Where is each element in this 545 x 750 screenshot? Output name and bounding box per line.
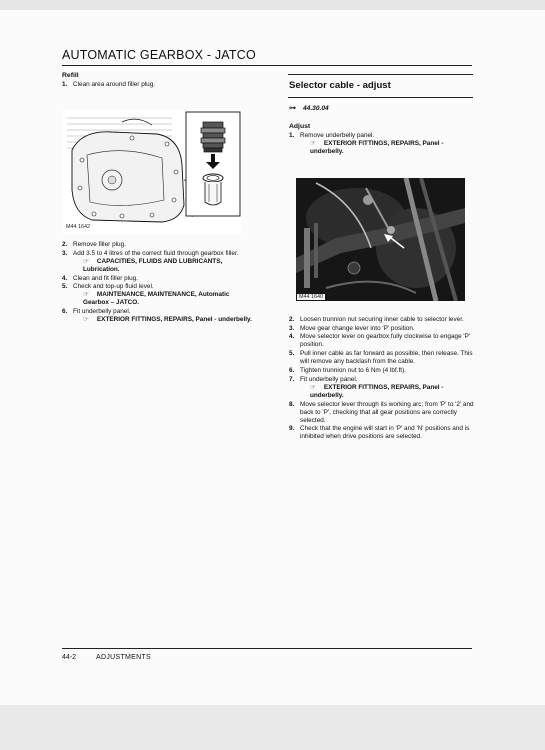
section-heading-rule-top <box>288 74 473 75</box>
step-number: 5. <box>62 283 68 291</box>
list-item <box>62 283 252 307</box>
reference-pointer-icon: ☞ <box>83 291 89 299</box>
reference-text: EXTERIOR FITTINGS, REPAIRS, Panel - underbelly. <box>310 140 444 156</box>
list-item <box>289 350 475 366</box>
header-rule <box>62 65 472 66</box>
section-heading-rule-bottom <box>288 97 473 98</box>
reference-text: EXTERIOR FITTINGS, REPAIRS, Panel - underbelly. <box>310 383 444 399</box>
list-item <box>62 241 252 249</box>
list-item <box>289 376 475 400</box>
reference-text: CAPACITIES, FLUIDS AND LUBRICANTS, Lubrication. <box>83 257 223 273</box>
step-number: 1. <box>289 132 295 140</box>
step-number: 5. <box>289 350 295 358</box>
adjust-steps-top <box>289 123 475 157</box>
list-item <box>62 81 252 89</box>
step-number: 4. <box>289 333 295 341</box>
list-item <box>289 132 475 156</box>
step-text: Clean area around filler plug. <box>73 81 156 89</box>
refill-steps <box>62 241 252 324</box>
reference-pointer-icon: ☞ <box>310 383 316 391</box>
list-item <box>289 425 475 441</box>
step-number: 9. <box>289 425 295 433</box>
step-text: Move selector lever through its working arc; from 'P' to '2' and back to 'P', checking that all gear positions are correctly selected. <box>300 400 474 424</box>
gearbox-line-drawing <box>62 110 242 234</box>
list-item <box>289 325 475 333</box>
reference-pointer-icon: ☞ <box>310 140 316 148</box>
section-heading: Selector cable - adjust <box>289 80 391 91</box>
step-text: Check and top-up fluid level. <box>73 283 154 291</box>
step-text: Loosen trunnion nut securing inner cable to selector lever. <box>300 316 464 323</box>
adjust-heading: Adjust <box>289 123 311 130</box>
step-text: Tighten trunnion nut to 6 Nm (4 lbf.ft). <box>300 366 406 374</box>
step-text: Pull inner cable as far forward as possible, then release. This will remove any backlash from the cable. <box>300 350 473 366</box>
list-item <box>62 275 252 283</box>
wrench-icon: ⊶ <box>289 105 296 112</box>
cross-reference <box>300 140 475 156</box>
adjust-steps <box>289 316 475 442</box>
operation-code-text: 44.30.04 <box>303 105 329 112</box>
step-text: Check that the engine will start in 'P' and 'N' positions and is inhibited when drive positions are selected. <box>300 425 470 441</box>
cross-reference <box>73 258 252 274</box>
list-item <box>289 316 475 324</box>
adjust-list <box>289 316 475 442</box>
refill-heading: Refill <box>62 72 79 79</box>
reference-text: EXTERIOR FITTINGS, REPAIRS, Panel - underbelly. <box>96 316 252 324</box>
cross-reference <box>73 316 252 324</box>
left-column-steps <box>62 241 252 325</box>
reference-pointer-icon: ☞ <box>83 257 89 265</box>
scan-bottom-margin <box>0 705 545 750</box>
step-number: 6. <box>289 366 295 374</box>
reference-pointer-icon: ☞ <box>83 316 89 324</box>
figure-label: M44 1642 <box>66 224 90 230</box>
step-text: Move gear change lever into 'P' position. <box>300 324 415 332</box>
step-number: 8. <box>289 400 295 408</box>
operation-code <box>289 104 329 112</box>
step-text: Add 3.5 to 4 litres of the correct fluid through gearbox filler. <box>73 249 239 257</box>
page-header-title: AUTOMATIC GEARBOX - JATCO <box>62 48 256 62</box>
step-number: 3. <box>62 249 68 257</box>
page-number: 44-2 <box>62 654 77 661</box>
list-item <box>289 401 475 425</box>
step-number: 1. <box>62 81 68 89</box>
underbody-photo <box>296 178 465 301</box>
step-number: 2. <box>62 241 68 248</box>
step-number: 4. <box>62 274 68 282</box>
step-text: Clean and fit filler plug. <box>73 274 139 282</box>
step-number: 2. <box>289 316 295 323</box>
step-number: 6. <box>62 308 68 316</box>
step-text: Remove underbelly panel. <box>300 132 375 140</box>
step-text: Move selector lever on gearbox fully clockwise to engage 'P' position. <box>300 333 471 349</box>
reference-text: MAINTENANCE, MAINTENANCE, Automatic Gearbox – JATCO. <box>83 291 230 307</box>
step-text: Remove filler plug. <box>73 241 126 248</box>
figure-label: M44 1640 <box>299 294 323 300</box>
footer-section-title: ADJUSTMENTS <box>96 654 152 661</box>
left-column <box>62 72 252 90</box>
list-item <box>289 367 475 375</box>
gearbox-filler-plug-illustration <box>62 110 242 234</box>
cross-reference <box>300 384 475 400</box>
list-item <box>289 333 475 349</box>
step-number: 3. <box>289 324 295 332</box>
list-item <box>62 250 252 274</box>
selector-cable-photo <box>296 178 465 301</box>
scan-top-margin <box>0 0 545 10</box>
step-text: Fit underbelly panel. <box>73 308 131 316</box>
refill-steps-top <box>62 81 252 89</box>
list-item <box>62 308 252 324</box>
adjust-list-top <box>289 132 475 156</box>
cross-reference <box>73 291 252 307</box>
step-text: Fit underbelly panel. <box>300 375 358 383</box>
footer-rule <box>62 648 472 649</box>
step-number: 7. <box>289 375 295 383</box>
